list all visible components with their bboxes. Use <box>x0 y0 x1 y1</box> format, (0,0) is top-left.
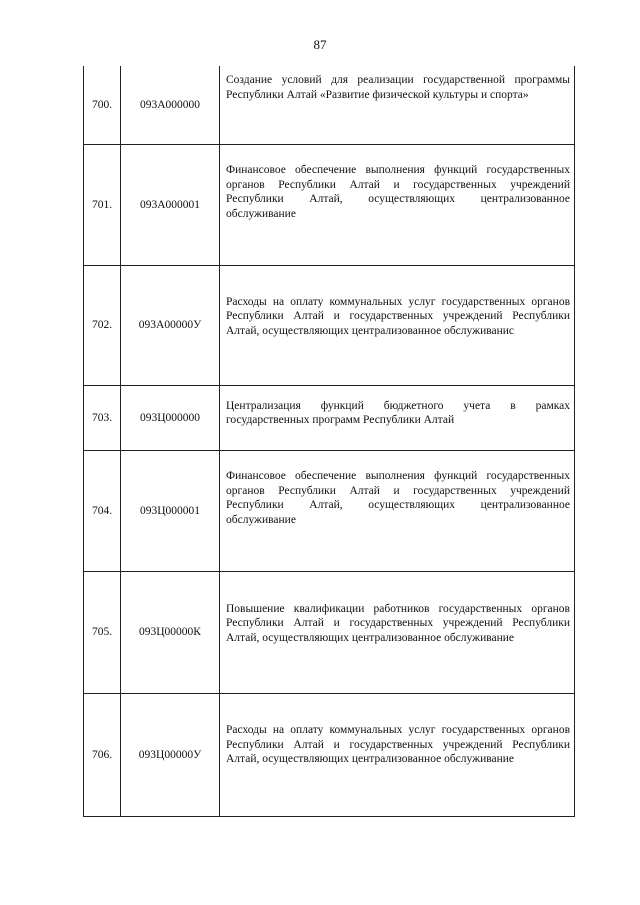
row-number: 705. <box>84 572 121 694</box>
row-description: Расходы на оплату коммунальных услуг государственных органов Республики Алтай и государственных учреждений Республики Алтай, осуществляющих централизованное обслуживание <box>226 724 570 766</box>
table-row <box>84 694 575 817</box>
page-number: 87 <box>313 37 327 52</box>
row-code: 093Ц000000 <box>121 386 220 451</box>
row-description-cell <box>220 572 575 694</box>
table-row <box>84 572 575 694</box>
row-number: 702. <box>84 266 121 386</box>
row-description: Повышение квалификации работников государственных органов Республики Алтай и государственных учреждений Республики Алтай, осуществляющих централизованное обслуживание <box>226 602 570 644</box>
row-code: 093А000000 <box>121 66 220 145</box>
row-description-cell <box>220 386 575 451</box>
row-code: 093А000001 <box>121 145 220 266</box>
row-number: 703. <box>84 386 121 451</box>
row-code: 093Ц00000К <box>121 572 220 694</box>
table-row <box>84 145 575 266</box>
row-description-cell <box>220 145 575 266</box>
table-row <box>84 451 575 572</box>
row-code: 093Ц000001 <box>121 451 220 572</box>
row-number: 706. <box>84 694 121 817</box>
row-description: Расходы на оплату коммунальных услуг государственных органов Республики Алтай и государственных учреждений Республики Алтай, осуществляющих централизованное обслуживанис <box>226 295 570 337</box>
row-description: Финансовое обеспечение выполнения функций государственных органов Республики Алтай и государственных учреждений Республики Алтай, осуществляющих централизованное обслуживание <box>226 470 570 526</box>
row-number: 704. <box>84 451 121 572</box>
row-number: 700. <box>84 66 121 145</box>
table-row <box>84 386 575 451</box>
row-description-cell <box>220 66 575 145</box>
table-row <box>84 266 575 386</box>
row-code: 093Ц00000У <box>121 694 220 817</box>
table-row <box>84 66 575 145</box>
codes-table <box>83 66 575 817</box>
row-description: Создание условий для реализации государственной программы Республики Алтай «Развитие физической культуры и спорта» <box>226 74 570 101</box>
row-number: 701. <box>84 145 121 266</box>
row-description: Финансовое обеспечение выполнения функций государственных органов Республики Алтай и государственных учреждений Республики Алтай, осуществляющих централизованное обслуживание <box>226 164 570 220</box>
budget-classification-table <box>83 66 575 817</box>
row-description-cell <box>220 266 575 386</box>
row-description: Централизация функций бюджетного учета в рамках государственных программ Республики Алтай <box>226 399 570 426</box>
row-description-cell <box>220 694 575 817</box>
row-description-cell <box>220 451 575 572</box>
row-code: 093А00000У <box>121 266 220 386</box>
